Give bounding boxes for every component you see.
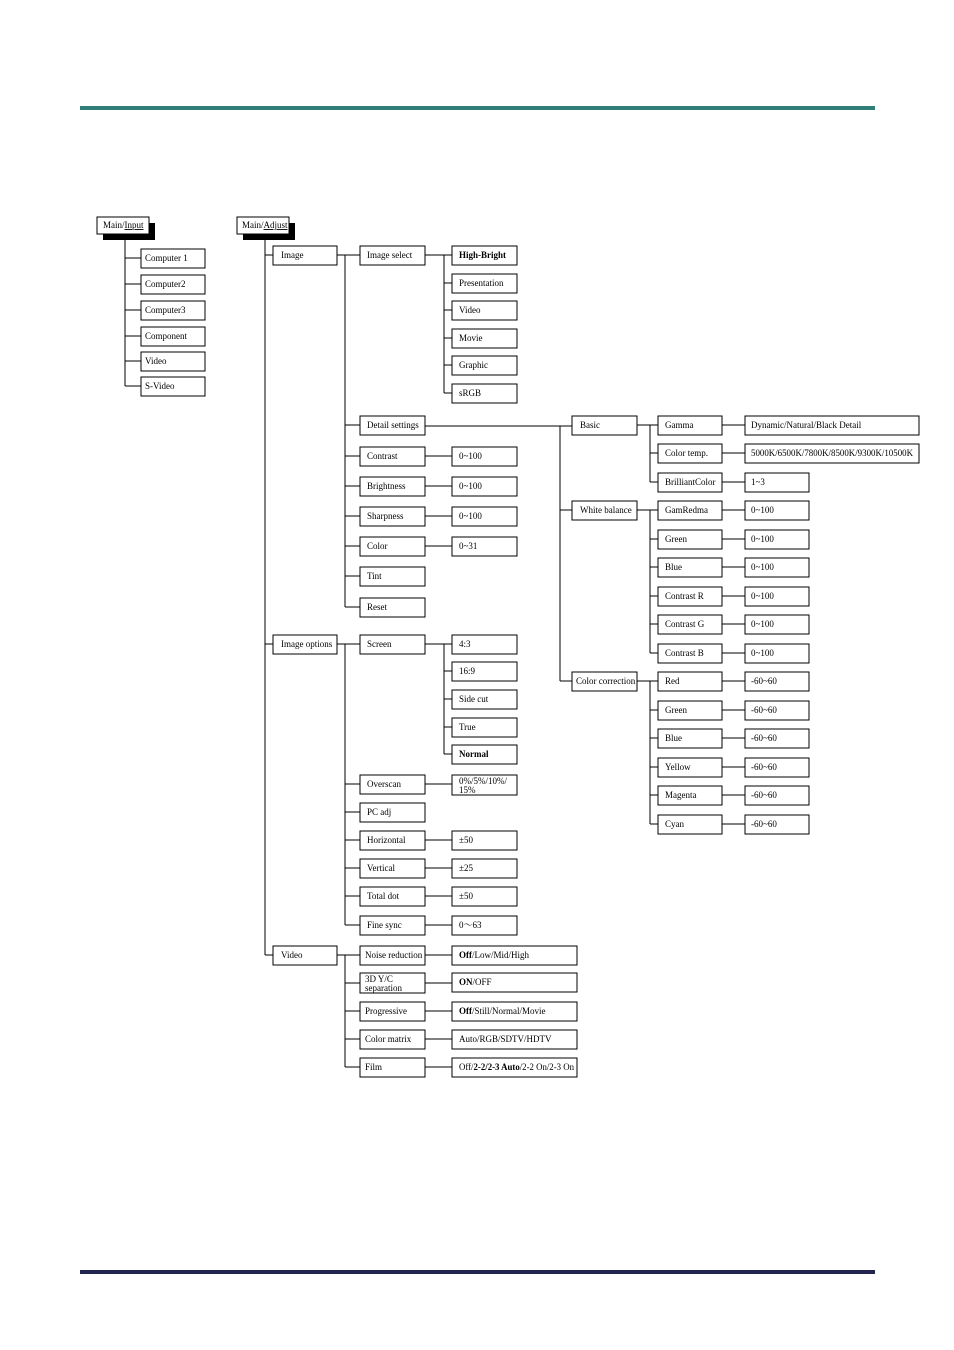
svg-text:0%/5%/10%/: 0%/5%/10%/	[459, 776, 507, 786]
option-movie	[452, 329, 517, 348]
node-color-temp	[658, 444, 722, 463]
svg-text:White balance: White balance	[580, 505, 632, 515]
svg-text:sRGB: sRGB	[459, 388, 482, 398]
svg-text:S-Video: S-Video	[145, 381, 175, 391]
svg-text:1~3: 1~3	[751, 477, 765, 487]
value-cc-magenta	[745, 786, 809, 805]
image-submenu	[360, 246, 425, 617]
value-color-temp	[745, 444, 919, 463]
svg-text:Tint: Tint	[367, 571, 382, 581]
svg-text:Image select: Image select	[367, 250, 413, 260]
value-3d-yc	[452, 973, 577, 992]
svg-text:Green: Green	[665, 534, 687, 544]
node-video	[273, 946, 337, 965]
svg-text:0~100: 0~100	[751, 619, 774, 629]
svg-text:Computer3: Computer3	[145, 305, 186, 315]
svg-text:separation: separation	[365, 983, 402, 993]
node-noise-reduction	[360, 946, 425, 965]
svg-text:0~100: 0~100	[459, 481, 482, 491]
svg-text:-60~60: -60~60	[751, 762, 777, 772]
root-main-adjust	[237, 217, 295, 240]
node-pc-adj	[360, 803, 425, 822]
svg-text:Contrast G: Contrast G	[665, 619, 705, 629]
svg-text:Off/2-2/2-3 Auto/2-2 On/2-3 On: Off/2-2/2-3 Auto/2-2 On/2-3 On	[459, 1062, 576, 1072]
value-noise-reduction	[452, 946, 577, 965]
node-cc-magenta	[658, 786, 722, 805]
node-computer-2	[141, 275, 205, 294]
value-wb-green	[745, 530, 809, 549]
node-basic	[572, 416, 637, 435]
node-white-balance	[572, 501, 637, 520]
svg-text:Total dot: Total dot	[367, 891, 400, 901]
svg-text:5000K/6500K/7800K/8500K/9300K/: 5000K/6500K/7800K/8500K/9300K/10500K	[751, 448, 914, 458]
svg-text:-60~60: -60~60	[751, 819, 777, 829]
value-cc-blue	[745, 729, 809, 748]
node-color-matrix	[360, 1030, 425, 1049]
svg-text:High-Bright: High-Bright	[459, 250, 507, 260]
svg-text:0~100: 0~100	[459, 511, 482, 521]
option-normal	[452, 745, 517, 764]
svg-text:Image options: Image options	[281, 639, 333, 649]
svg-text:0~100: 0~100	[751, 505, 774, 515]
value-cc-cyan	[745, 815, 809, 834]
svg-text:0~100: 0~100	[751, 562, 774, 572]
node-image-options	[273, 635, 337, 654]
svg-text:Reset: Reset	[367, 602, 387, 612]
option-graphic	[452, 356, 517, 375]
svg-text:0~31: 0~31	[459, 541, 478, 551]
svg-text:Color: Color	[367, 541, 388, 551]
video-values	[452, 946, 577, 1077]
node-wb-contrast-r	[658, 587, 722, 606]
video-submenu	[360, 946, 425, 1077]
svg-text:Yellow: Yellow	[665, 762, 691, 772]
image-options-values	[452, 775, 517, 935]
node-wb-green	[658, 530, 722, 549]
option-presentation	[452, 274, 517, 293]
node-overscan	[360, 775, 425, 794]
value-fine-sync	[452, 916, 517, 935]
svg-text:-60~60: -60~60	[751, 790, 777, 800]
node-contrast	[360, 447, 425, 466]
option-true	[452, 718, 517, 737]
node-cc-blue	[658, 729, 722, 748]
node-cc-cyan	[658, 815, 722, 834]
white-balance-items	[658, 501, 809, 663]
svg-text:ON/OFF: ON/OFF	[459, 977, 492, 987]
svg-text:Dynamic/Natural/Black Detail: Dynamic/Natural/Black Detail	[751, 420, 862, 430]
node-cc-red	[658, 672, 722, 691]
image-options-submenu	[360, 635, 425, 935]
svg-text:Main/Input	[103, 220, 144, 230]
svg-text:Computer2: Computer2	[145, 279, 186, 289]
value-wb-contrast-b	[745, 644, 809, 663]
node-wb-contrast-b	[658, 644, 722, 663]
svg-text:Component: Component	[145, 331, 187, 341]
svg-text:Movie: Movie	[459, 333, 483, 343]
svg-text:15%: 15%	[459, 785, 476, 795]
svg-text:Red: Red	[665, 676, 680, 686]
svg-text:Auto/RGB/SDTV/HDTV: Auto/RGB/SDTV/HDTV	[459, 1034, 552, 1044]
svg-text:0~100: 0~100	[751, 648, 774, 658]
basic-items	[658, 416, 919, 492]
svg-text:Computer 1: Computer 1	[145, 253, 188, 263]
value-cc-green	[745, 701, 809, 720]
svg-text:Off/Low/Mid/High: Off/Low/Mid/High	[459, 950, 530, 960]
svg-text:Contrast B: Contrast B	[665, 648, 704, 658]
color-correction-items	[658, 672, 809, 834]
svg-text:0~100: 0~100	[751, 534, 774, 544]
node-screen	[360, 635, 425, 654]
value-contrast	[452, 447, 517, 466]
svg-text:Normal: Normal	[459, 749, 489, 759]
node-wb-gamredma	[658, 501, 722, 520]
svg-text:Vertical: Vertical	[367, 863, 395, 873]
svg-text:3D Y/C: 3D Y/C	[365, 974, 393, 984]
input-items	[141, 249, 205, 396]
node-brightness	[360, 477, 425, 496]
svg-text:-60~60: -60~60	[751, 705, 777, 715]
svg-text:Magenta: Magenta	[665, 790, 697, 800]
svg-text:0~100: 0~100	[751, 591, 774, 601]
svg-text:Green: Green	[665, 705, 687, 715]
svg-text:Cyan: Cyan	[665, 819, 684, 829]
svg-text:Color temp.: Color temp.	[665, 448, 708, 458]
svg-text:Gamma: Gamma	[665, 420, 694, 430]
image-select-options	[452, 246, 517, 403]
svg-text:Basic: Basic	[580, 420, 600, 430]
svg-text:4:3: 4:3	[459, 639, 471, 649]
node-image	[273, 246, 337, 265]
node-wb-contrast-g	[658, 615, 722, 634]
value-brightness	[452, 477, 517, 496]
node-color-correction	[572, 672, 637, 691]
root-key: Input	[124, 220, 144, 230]
svg-text:16:9: 16:9	[459, 666, 476, 676]
node-film	[360, 1058, 425, 1077]
svg-text:Brightness: Brightness	[367, 481, 406, 491]
image-values	[452, 447, 517, 556]
node-3d-yc-separation	[360, 973, 425, 993]
svg-text:±25: ±25	[459, 863, 473, 873]
svg-text:Video: Video	[145, 356, 167, 366]
node-sharpness	[360, 507, 425, 526]
svg-text:±50: ±50	[459, 835, 473, 845]
value-horizontal	[452, 831, 517, 850]
value-progressive	[452, 1002, 577, 1021]
option-video	[452, 301, 517, 320]
svg-text:Film: Film	[365, 1062, 383, 1072]
value-overscan	[452, 775, 517, 795]
svg-text:Video: Video	[281, 950, 303, 960]
value-total-dot	[452, 887, 517, 906]
node-reset	[360, 598, 425, 617]
svg-text:-60~60: -60~60	[751, 733, 777, 743]
svg-text:0~100: 0~100	[459, 451, 482, 461]
value-vertical	[452, 859, 517, 878]
value-wb-blue	[745, 558, 809, 577]
svg-text:Contrast R: Contrast R	[665, 591, 704, 601]
svg-text:Detail settings: Detail settings	[367, 420, 419, 430]
node-brilliant-color	[658, 473, 722, 492]
option-4-3	[452, 635, 517, 654]
svg-text:Progressive: Progressive	[365, 1006, 407, 1016]
option-srgb	[452, 384, 517, 403]
value-film	[452, 1058, 577, 1077]
svg-text:0～63: 0～63	[459, 920, 482, 930]
root-prefix: Main/	[103, 220, 125, 230]
root-prefix: Main/	[242, 220, 264, 230]
node-wb-blue	[658, 558, 722, 577]
value-color-matrix	[452, 1030, 577, 1049]
value-wb-contrast-r	[745, 587, 809, 606]
svg-text:Color correction: Color correction	[576, 676, 636, 686]
node-vertical	[360, 859, 425, 878]
svg-text:Off/Still/Normal/Movie: Off/Still/Normal/Movie	[459, 1006, 546, 1016]
svg-text:Horizontal: Horizontal	[367, 835, 406, 845]
node-s-video	[141, 377, 205, 396]
footer-rule	[80, 1270, 875, 1274]
node-color	[360, 537, 425, 556]
value-brilliant-color	[745, 473, 809, 492]
svg-text:Blue: Blue	[665, 562, 682, 572]
svg-text:Overscan: Overscan	[367, 779, 401, 789]
svg-text:Side cut: Side cut	[459, 694, 489, 704]
svg-text:Presentation: Presentation	[459, 278, 504, 288]
root-key: Adjust	[263, 220, 288, 230]
svg-text:BrilliantColor: BrilliantColor	[665, 477, 716, 487]
svg-text:Contrast: Contrast	[367, 451, 398, 461]
svg-text:Blue: Blue	[665, 733, 682, 743]
svg-text:Video: Video	[459, 305, 481, 315]
node-computer-1	[141, 249, 205, 268]
value-gamma	[745, 416, 919, 435]
svg-text:Image: Image	[281, 250, 304, 260]
node-detail-settings	[360, 416, 425, 435]
svg-text:Color matrix: Color matrix	[365, 1034, 412, 1044]
node-computer-3	[141, 301, 205, 320]
svg-text:PC adj: PC adj	[367, 807, 392, 817]
svg-text:GamRedma: GamRedma	[665, 505, 708, 515]
option-high-bright	[452, 246, 517, 265]
node-cc-green	[658, 701, 722, 720]
node-video-input	[141, 352, 205, 371]
svg-text:Graphic: Graphic	[459, 360, 488, 370]
node-tint	[360, 567, 425, 586]
svg-text:Screen: Screen	[367, 639, 392, 649]
detail-groups	[572, 416, 637, 691]
svg-text:-60~60: -60~60	[751, 676, 777, 686]
svg-text:Noise reduction: Noise reduction	[365, 950, 423, 960]
screen-options	[452, 635, 517, 764]
value-wb-gamredma	[745, 501, 809, 520]
svg-text:Sharpness: Sharpness	[367, 511, 404, 521]
root-main-input	[97, 217, 155, 240]
value-wb-contrast-g	[745, 615, 809, 634]
svg-text:True: True	[459, 722, 476, 732]
option-side-cut	[452, 690, 517, 709]
node-progressive	[360, 1002, 425, 1021]
value-cc-yellow	[745, 758, 809, 777]
option-16-9	[452, 662, 517, 681]
node-horizontal	[360, 831, 425, 850]
node-gamma	[658, 416, 722, 435]
svg-text:±50: ±50	[459, 891, 473, 901]
node-total-dot	[360, 887, 425, 906]
level-1-nodes	[273, 246, 337, 965]
node-fine-sync	[360, 916, 425, 935]
node-image-select	[360, 246, 425, 265]
value-color	[452, 537, 517, 556]
node-cc-yellow	[658, 758, 722, 777]
connector-lines	[125, 240, 745, 1067]
value-sharpness	[452, 507, 517, 526]
svg-text:Fine sync: Fine sync	[367, 920, 402, 930]
node-component	[141, 327, 205, 346]
value-cc-red	[745, 672, 809, 691]
svg-text:Main/Adjust	[242, 220, 288, 230]
